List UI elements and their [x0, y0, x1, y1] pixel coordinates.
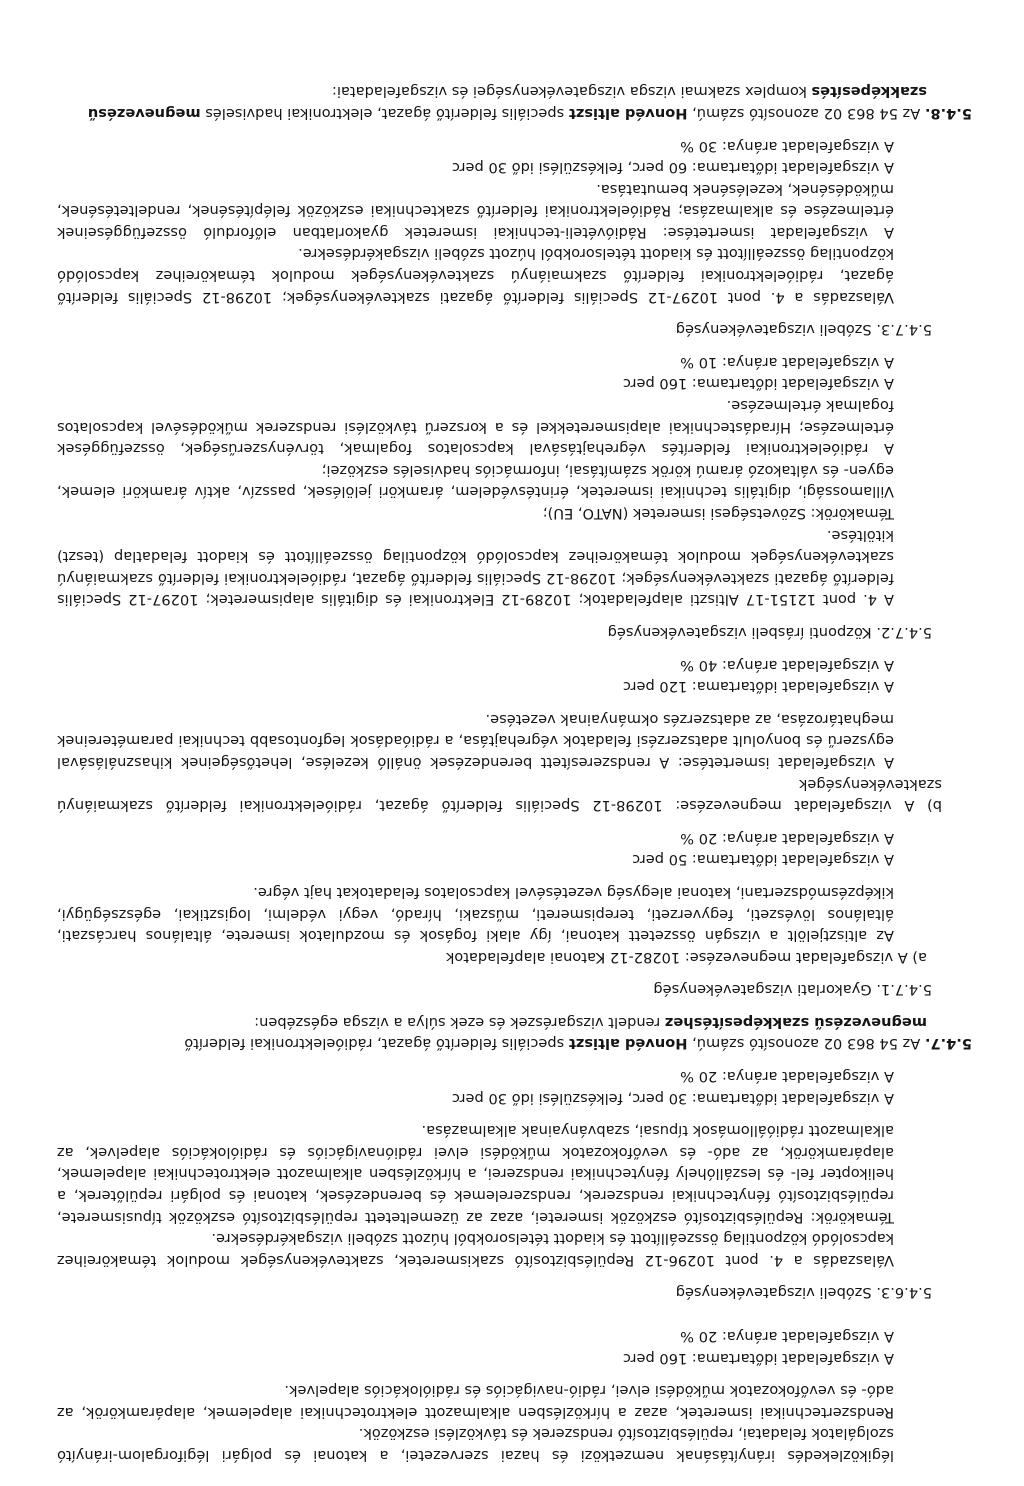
task-title: a) A vizsgafeladat megnevezése: 10282-12 Katonai alapfeladatok [445, 948, 927, 966]
heading-bold: megnevezésű [87, 104, 201, 122]
heading-text: Az 54 863 02 azonosító számú, [687, 1035, 925, 1053]
heading-text: speciális felderítő ágazat, elektronikai hadviselés [200, 104, 569, 122]
exam-weight: A vizsgafeladat aránya: 40 % [680, 656, 894, 674]
section-heading: 5.4.7.3. Szóbeli vizsgatevékenység [675, 321, 932, 339]
exam-weight: A vizsgafeladat aránya: 20 % [680, 1068, 894, 1086]
exam-duration: A vizsgafeladat időtartama: 50 perc [632, 851, 894, 869]
section-heading-main [57, 102, 972, 124]
heading-text: komplex szakmai vizsga vizsgatevékenységei és vizsgafeladatai: [331, 83, 812, 101]
paragraph: légiközlekedés irányításának nemzetközi és hazai szervezetei, a katonai és polgári légiforgalom-irányító szolgálatok feladatai, repülésbiztosító rendszerek és távközlési eszközök. [57, 1425, 894, 1464]
paragraph: Témakörök: Szövetségesi ismeretek (NATO, EU); [542, 505, 894, 523]
paragraph: A vizsgafeladat ismertetése: Rádióvételi-technikai ismeretek gyakorlatban előforduló összefüggéseinek értelmezése és alkalmazása; Rádióelektronikai felderítő szaktechnikai eszközök felépítésének, rendeltetésének, működésének, kezelésének bemutatása. [57, 180, 894, 241]
heading-bold: Honvéd altiszt [568, 104, 688, 122]
exam-weight: A vizsgafeladat aránya: 30 % [680, 137, 894, 155]
paragraph: A vizsgafeladat ismertetése: A rendszeresített berendezések önálló kezelése, lehetőségeinek kihasználásával egyszerű és bonyolult adatszerzési feladatok végrehajtása, a rádióadások legfontosabb technikai paramétereinek meghatározása, az adatszerzés okmányainak vezetése. [57, 710, 894, 771]
exam-duration: A vizsgafeladat időtartama: 120 perc [622, 678, 894, 696]
heading-bold: megnevezésű szakképesítéshez [664, 1013, 927, 1031]
exam-duration: A vizsgafeladat időtartama: 30 perc, felkészülési idő 30 perc [451, 1089, 894, 1107]
section-heading: 5.4.7.2. Központi írásbeli vizsgatevékenység [607, 624, 932, 641]
heading-bold: szakképesítés [811, 83, 927, 101]
heading-text: speciális felderítő ágazat, rádióelektronikai felderítő [184, 1035, 569, 1053]
section-heading-main-cont [57, 1011, 972, 1033]
paragraph: Az altisztjelölt a vizsgán összetett katonai, így alaki fogások és mozdulatok ismerete, általános harcászati, általános lövészeti, fegyverzeti, terepismereti, műszaki, híradó, vegyi védelmi, logisztikai, egészségügyi, kiképzésmódszertani, katonai alegység vezetésével kapcsolatos feladatokat hajt végre. [57, 883, 894, 945]
exam-weight: A vizsgafeladat aránya: 20 % [680, 1328, 894, 1346]
exam-weight: A vizsgafeladat aránya: 10 % [680, 353, 894, 371]
paragraph: Válaszadás a 4. pont 10296-12 Repülésbiztosító szakismeretek, szaktevékenységek modulok témaköreihez kapcsolódó központilag összeállított és kiadott tételsorokból húzott szóbeli vizsgakérdésekre. [57, 1230, 894, 1269]
paragraph: Rendszertechnikai ismeretek, azaz a hírközlésben alkalmazott elektrotechnikai alapelemek, alapáramkörök, az adó- és vevőfokozatok működési elvei, rádió-navigációs és rádiólokációs alapelvek. [57, 1382, 894, 1421]
section-heading-main [57, 1033, 972, 1055]
heading-text: Az 54 863 02 azonosító számú, [687, 104, 925, 122]
heading-bold: Honvéd altiszt [568, 1035, 688, 1053]
heading-text: rendelt vizsgarészek és ezek súlya a vizsga egészében: [254, 1013, 665, 1031]
section-number: 5.4.7. [924, 1035, 972, 1053]
paragraph: Villamossági, digitális technikai ismeretek, érintésvédelem, áramköri jelölések, passzív, aktív áramköri elemek, egyen- és váltakozó áramú körök számításai, információs hadviselés eszközei; [57, 461, 894, 501]
exam-duration: A vizsgafeladat időtartama: 160 perc [622, 1349, 894, 1367]
paragraph: Válaszadás a 4. pont 10297-12 Speciális felderítő ágazati szaktevékenységek; 10298-12 Speciális felderítő ágazat, rádióelektronikai felderítő szakmaiányú szaktevékenységek modulok témaköreihez kapcsolódó központilag összeállított és kiadott tételsorokból húzott szóbeli vizsgakérdésekre. [57, 245, 894, 306]
section-heading: 5.4.7.1. Gyakorlati vizsgatevékenység [653, 981, 932, 999]
section-heading-main-cont [57, 81, 972, 103]
section-heading: 5.4.6.3. Szóbeli vizsgatevékenység [675, 1284, 932, 1302]
paragraph: Témakörök: Repülésbiztosító eszközök ismeretei, azaz az üzemeltetett repülésbiztosító eszközök típusismerete, repülésbiztosító fénytechnikai rendszerek, rendszerelemek és berendezések, katonai és polgári repülőterek, a helikopter fel- és leszállóhely fénytechnikai rendszerei, a hírközlésben alkalmazott elektrotechnikai alapelemek, alapáramkörök, az adó- és vevőfokozatok működési elvei rádiónavigációs és rádiólokációs alapelvek, az alkalmazott rádióállomások típusai, szabványainak alkalmazása. [57, 1122, 894, 1226]
exam-weight: A vizsgafeladat aránya: 20 % [680, 829, 894, 847]
section-number: 5.4.8. [924, 104, 972, 122]
document-body [57, 81, 972, 1466]
exam-duration: A vizsgafeladat időtartama: 60 perc, felkészülési idő 30 perc [451, 159, 894, 177]
paragraph: A 4. pont 12151-17 Altiszti alapfeladatok; 10289-12 Elektronikai és digitális alapismeretek; 10297-12 Speciális felderítő ágazati szaktevékenységek; 10298-12 Speciális felderítő ágazat, rádióelektronikai felderítő szakmaiányú szaktevékenységek modulok témaköreihez kapcsolódó központilag összeállított és kiadott feladatlap (teszt) kitöltése. [57, 526, 894, 609]
paragraph: A rádióelektronikai felderítés végrehajtásával kapcsolatos fogalmak, törvényszerűségek, összefüggések értelmezése; Híradástechnikai alapismeretekkel és a korszerű távközlési rendszerek működésével kapcsolatos fogalmak értelmezése. [57, 397, 894, 458]
task-title: b) A vizsgafeladat megnevezése: 10298-12 Speciális felderítő ágazat, rádióelektronikai felderítő szakmaiányú szaktevékenységek [57, 775, 942, 815]
exam-duration: A vizsgafeladat időtartama: 160 perc [622, 375, 894, 393]
